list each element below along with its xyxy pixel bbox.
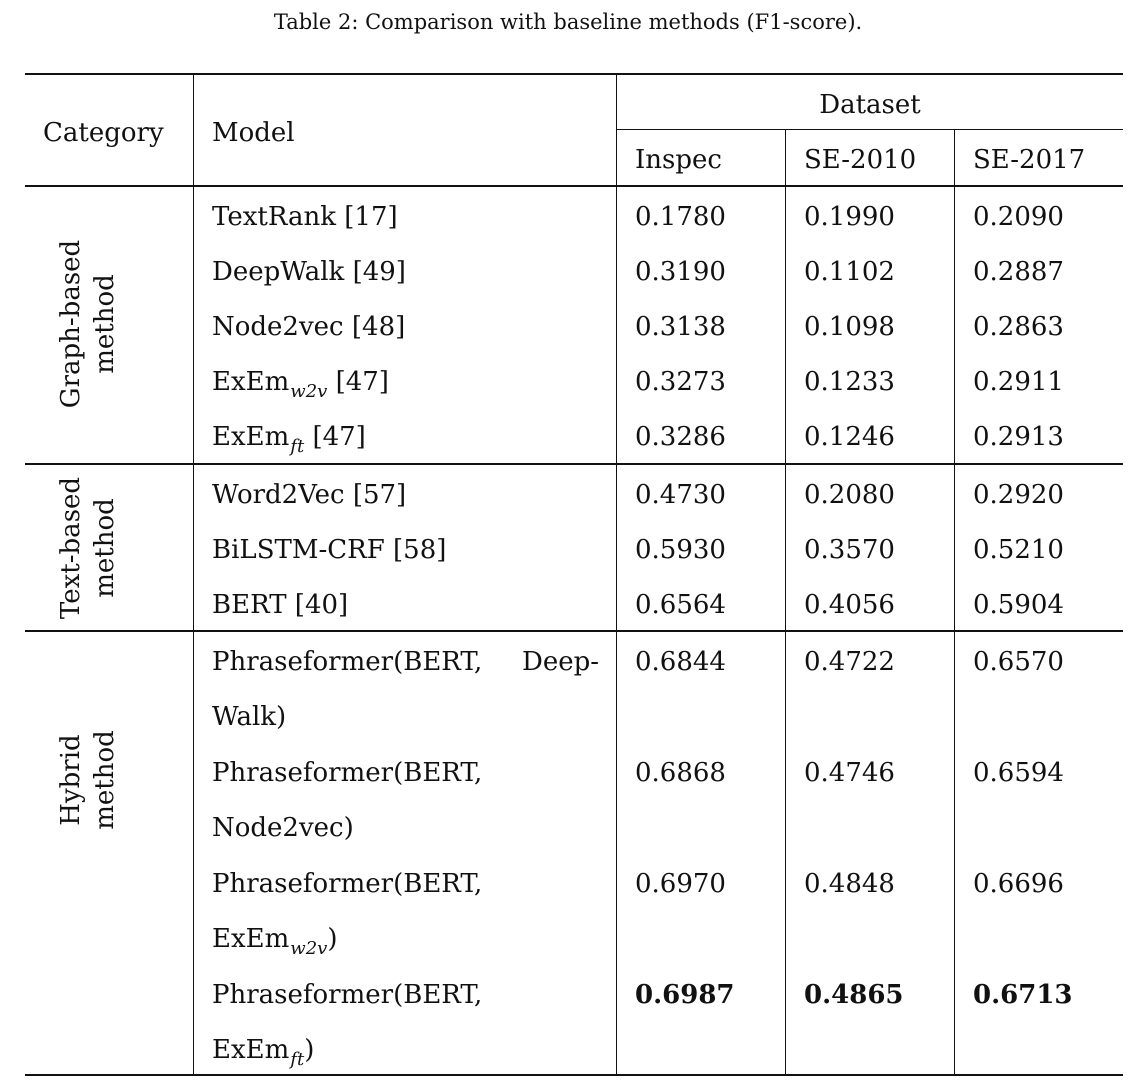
value-cell: 0.3286 bbox=[635, 422, 726, 452]
value-cell: 0.2863 bbox=[973, 312, 1064, 342]
table-top-rule bbox=[25, 73, 1123, 75]
value-cell: 0.6970 bbox=[635, 869, 726, 899]
category-graph-based bbox=[54, 224, 122, 424]
value-cell: 0.4746 bbox=[804, 758, 895, 788]
value-cell: 0.1102 bbox=[804, 257, 895, 287]
model-subscript: w2v bbox=[290, 938, 328, 959]
value-cell: 0.6844 bbox=[635, 647, 726, 677]
model-subscript: ft bbox=[290, 436, 305, 457]
category-graph-line1: Graph-based bbox=[56, 239, 86, 409]
value-cell: 0.2920 bbox=[973, 480, 1064, 510]
value-cell: 0.6868 bbox=[635, 758, 726, 788]
category-hybrid bbox=[54, 680, 122, 880]
model-cell: Phraseformer(BERT, bbox=[212, 647, 483, 677]
model-tail: [47] bbox=[327, 367, 389, 397]
value-cell: 0.1990 bbox=[804, 202, 895, 232]
header-category: Category bbox=[43, 118, 164, 148]
value-cell: 0.3138 bbox=[635, 312, 726, 342]
model-cell: Node2vec) bbox=[212, 813, 354, 843]
model-tail: ) bbox=[327, 924, 338, 954]
value-cell: 0.2913 bbox=[973, 422, 1064, 452]
value-cell: 0.6564 bbox=[635, 590, 726, 620]
model-subscript: ft bbox=[290, 1049, 305, 1070]
value-cell: 0.1780 bbox=[635, 202, 726, 232]
category-model-divider bbox=[193, 74, 194, 1075]
value-cell: 0.5210 bbox=[973, 535, 1064, 565]
header-inspec: Inspec bbox=[635, 145, 722, 175]
table-caption: Table 2: Comparison with baseline methods (F1-score). bbox=[273, 10, 863, 34]
model-cell: Phraseformer(BERT, bbox=[212, 758, 483, 788]
model-cell: Walk) bbox=[212, 702, 287, 732]
model-base: ExEm bbox=[212, 367, 290, 397]
model-cell: Phraseformer(BERT, bbox=[212, 980, 483, 1010]
value-cell: 0.6570 bbox=[973, 647, 1064, 677]
category-text-based bbox=[54, 448, 122, 648]
model-data-divider bbox=[616, 74, 617, 1075]
value-cell: 0.3190 bbox=[635, 257, 726, 287]
model-cell bbox=[212, 365, 389, 402]
value-cell: 0.1233 bbox=[804, 367, 895, 397]
model-base: ExEm bbox=[212, 422, 290, 452]
model-base: ExEm bbox=[212, 924, 290, 954]
model-cell bbox=[212, 922, 337, 959]
model-cell: BERT [40] bbox=[212, 590, 349, 620]
value-cell: 0.4730 bbox=[635, 480, 726, 510]
model-cell: DeepWalk [49] bbox=[212, 257, 406, 287]
header-se2010: SE-2010 bbox=[804, 145, 917, 175]
best-value-cell: 0.6987 bbox=[635, 980, 735, 1010]
model-cell bbox=[212, 1033, 314, 1070]
table-bottom-rule bbox=[25, 1074, 1123, 1076]
header-model: Model bbox=[212, 118, 295, 148]
value-cell: 0.4722 bbox=[804, 647, 895, 677]
best-value-cell: 0.4865 bbox=[804, 980, 904, 1010]
header-bottom-rule bbox=[25, 185, 1123, 187]
category-text-line2: method bbox=[90, 498, 120, 598]
value-cell: 0.2090 bbox=[973, 202, 1064, 232]
header-dataset: Dataset bbox=[819, 90, 921, 120]
model-tail: ) bbox=[304, 1035, 315, 1065]
value-cell: 0.6696 bbox=[973, 869, 1064, 899]
header-se2017: SE-2017 bbox=[973, 145, 1086, 175]
model-cell bbox=[212, 420, 366, 457]
group1-bottom-rule bbox=[25, 463, 1123, 465]
value-cell: 0.1098 bbox=[804, 312, 895, 342]
model-tail: [47] bbox=[304, 422, 366, 452]
value-cell: 0.1246 bbox=[804, 422, 895, 452]
value-cell: 0.4056 bbox=[804, 590, 895, 620]
value-cell: 0.6594 bbox=[973, 758, 1064, 788]
value-cell: 0.2887 bbox=[973, 257, 1064, 287]
model-cell: BiLSTM-CRF [58] bbox=[212, 535, 447, 565]
category-hybrid-line2: method bbox=[90, 730, 120, 830]
model-cell: Node2vec [48] bbox=[212, 312, 406, 342]
category-graph-line2: method bbox=[90, 274, 120, 374]
best-value-cell: 0.6713 bbox=[973, 980, 1073, 1010]
model-subscript: w2v bbox=[290, 381, 328, 402]
value-cell: 0.4848 bbox=[804, 869, 895, 899]
model-cell: Deep- bbox=[522, 647, 600, 677]
value-cell: 0.2080 bbox=[804, 480, 895, 510]
value-cell: 0.3273 bbox=[635, 367, 726, 397]
value-cell: 0.2911 bbox=[973, 367, 1064, 397]
group2-bottom-rule bbox=[25, 630, 1123, 632]
category-hybrid-line1: Hybrid bbox=[56, 734, 86, 826]
category-text-line1: Text-based bbox=[56, 476, 86, 620]
se2010-se2017-divider bbox=[954, 130, 955, 1075]
inspec-se2010-divider bbox=[785, 130, 786, 1075]
value-cell: 0.5930 bbox=[635, 535, 726, 565]
value-cell: 0.5904 bbox=[973, 590, 1064, 620]
model-base: ExEm bbox=[212, 1035, 290, 1065]
model-cell: Word2Vec [57] bbox=[212, 480, 407, 510]
model-cell: Phraseformer(BERT, bbox=[212, 869, 483, 899]
dataset-rule bbox=[616, 129, 1123, 130]
value-cell: 0.3570 bbox=[804, 535, 895, 565]
model-cell: TextRank [17] bbox=[212, 202, 398, 232]
